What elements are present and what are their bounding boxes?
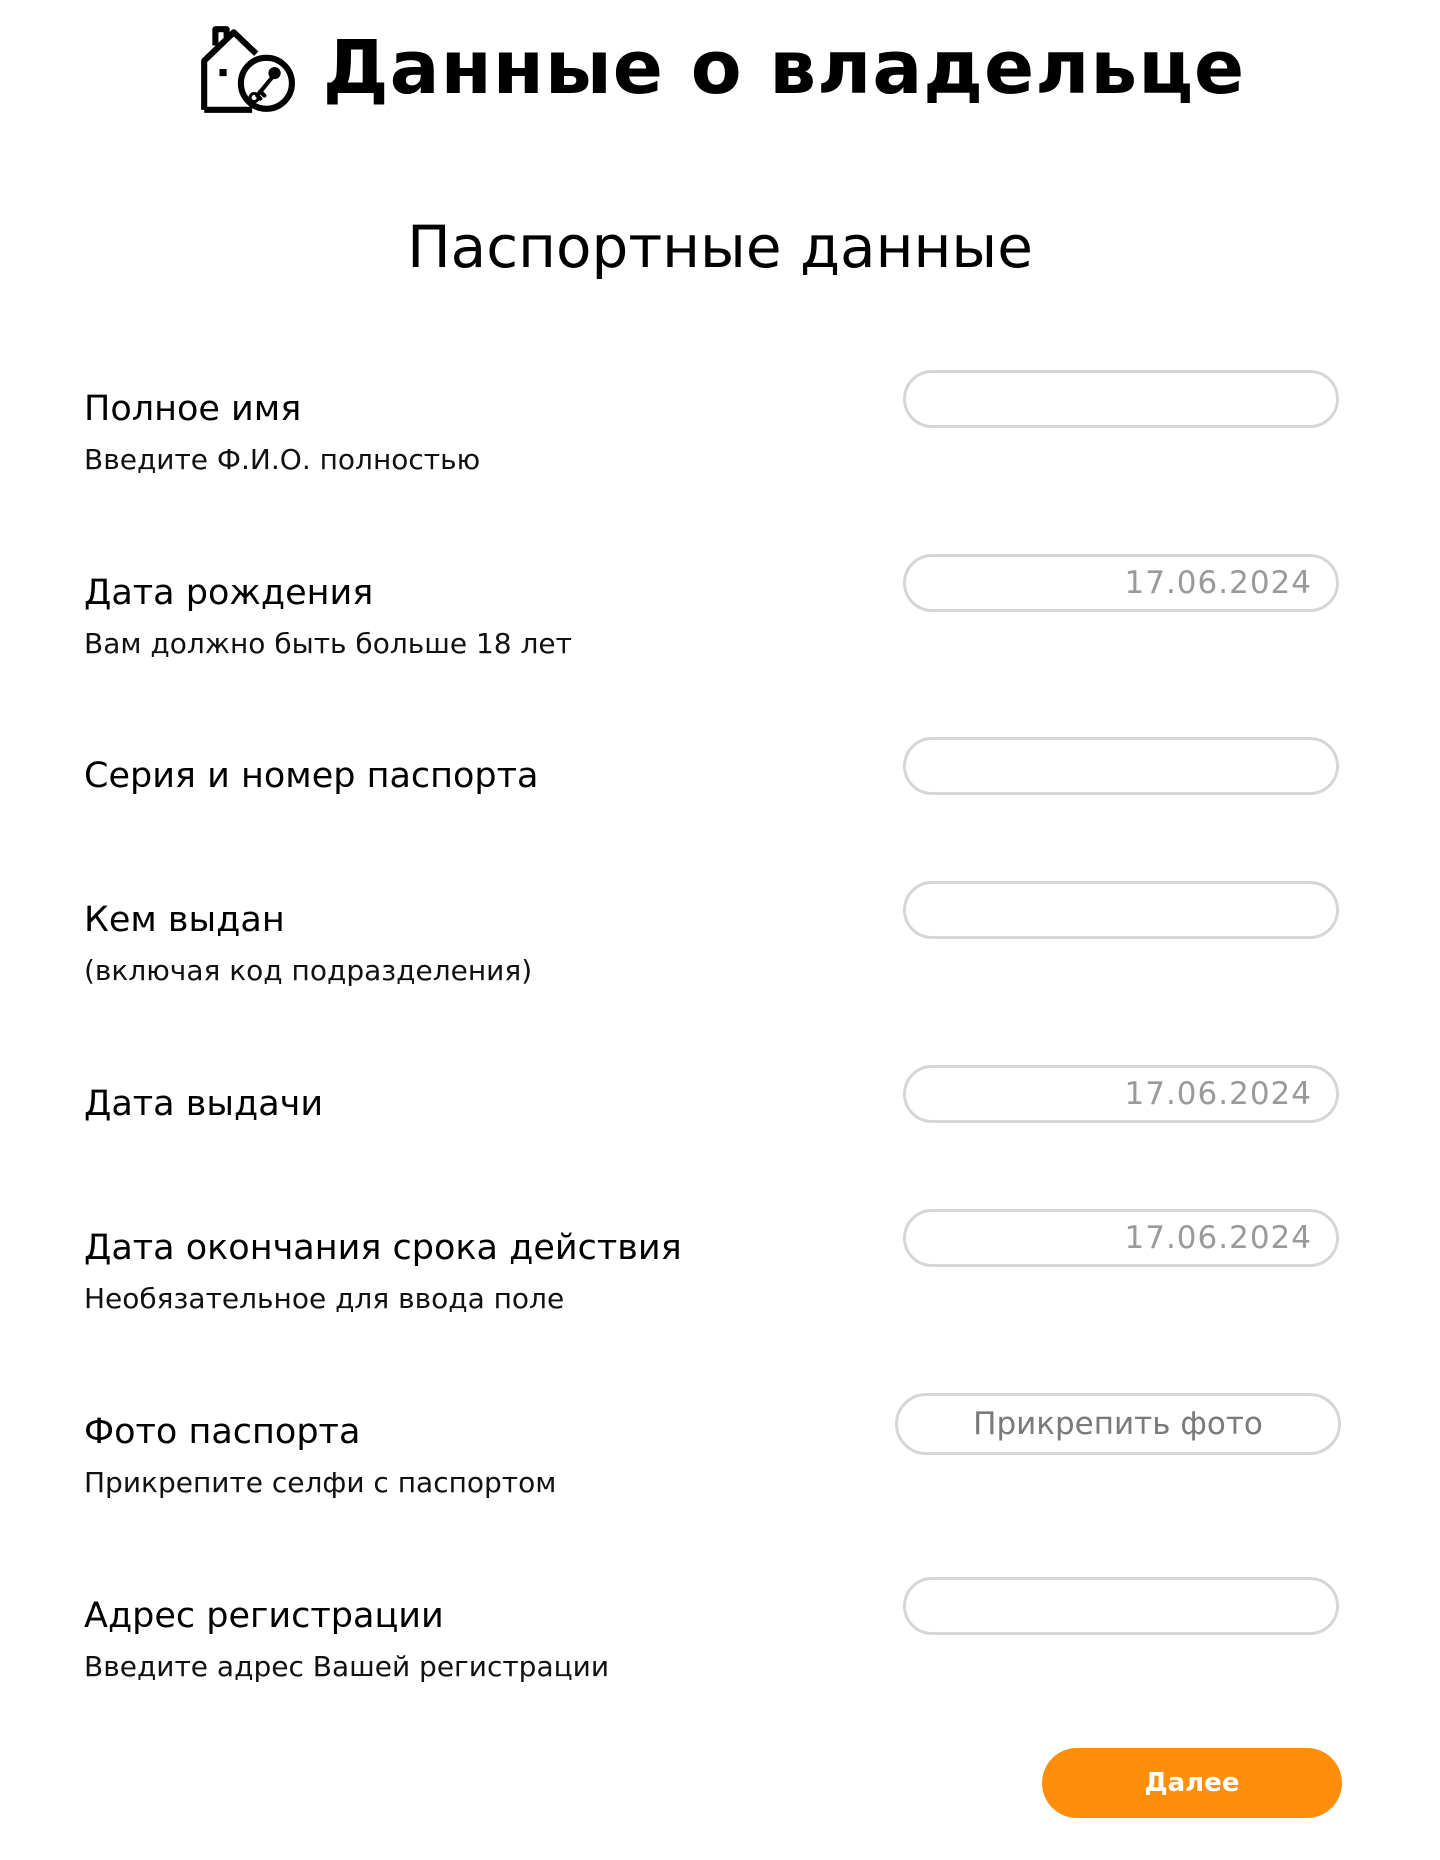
- passport-number-label: Серия и номер паспорта: [84, 756, 539, 796]
- full-name-input[interactable]: [903, 370, 1339, 428]
- passport-photo-hint: Прикрепите селфи с паспортом: [84, 1466, 557, 1499]
- birth-date-hint: Вам должно быть больше 18 лет: [84, 627, 572, 660]
- expiry-date-input[interactable]: [903, 1209, 1339, 1267]
- issued-by-input[interactable]: [903, 881, 1339, 939]
- registration-address-input[interactable]: [903, 1577, 1339, 1635]
- full-name-hint: Введите Ф.И.О. полностью: [84, 443, 481, 476]
- birth-date-label: Дата рождения: [84, 573, 374, 613]
- page-title: Данные о владельце: [322, 25, 1246, 111]
- birth-date-input[interactable]: [903, 554, 1339, 612]
- next-button[interactable]: Далее: [1042, 1748, 1342, 1818]
- expiry-date-hint: Необязательное для ввода поле: [84, 1282, 565, 1315]
- registration-address-label: Адрес регистрации: [84, 1596, 444, 1636]
- expiry-date-label: Дата окончания срока действия: [84, 1228, 682, 1268]
- section-title: Паспортные данные: [407, 213, 1033, 281]
- issued-by-hint: (включая код подразделения): [84, 954, 533, 987]
- passport-number-input[interactable]: [903, 737, 1339, 795]
- issued-by-label: Кем выдан: [84, 900, 285, 940]
- page-header: [0, 22, 1440, 114]
- issue-date-label: Дата выдачи: [84, 1084, 324, 1124]
- passport-photo-label: Фото паспорта: [84, 1412, 361, 1452]
- house-key-icon: [195, 22, 297, 114]
- attach-photo-button[interactable]: Прикрепить фото: [895, 1393, 1341, 1455]
- issue-date-input[interactable]: [903, 1065, 1339, 1123]
- full-name-label: Полное имя: [84, 389, 302, 429]
- registration-address-hint: Введите адрес Вашей регистрации: [84, 1650, 610, 1683]
